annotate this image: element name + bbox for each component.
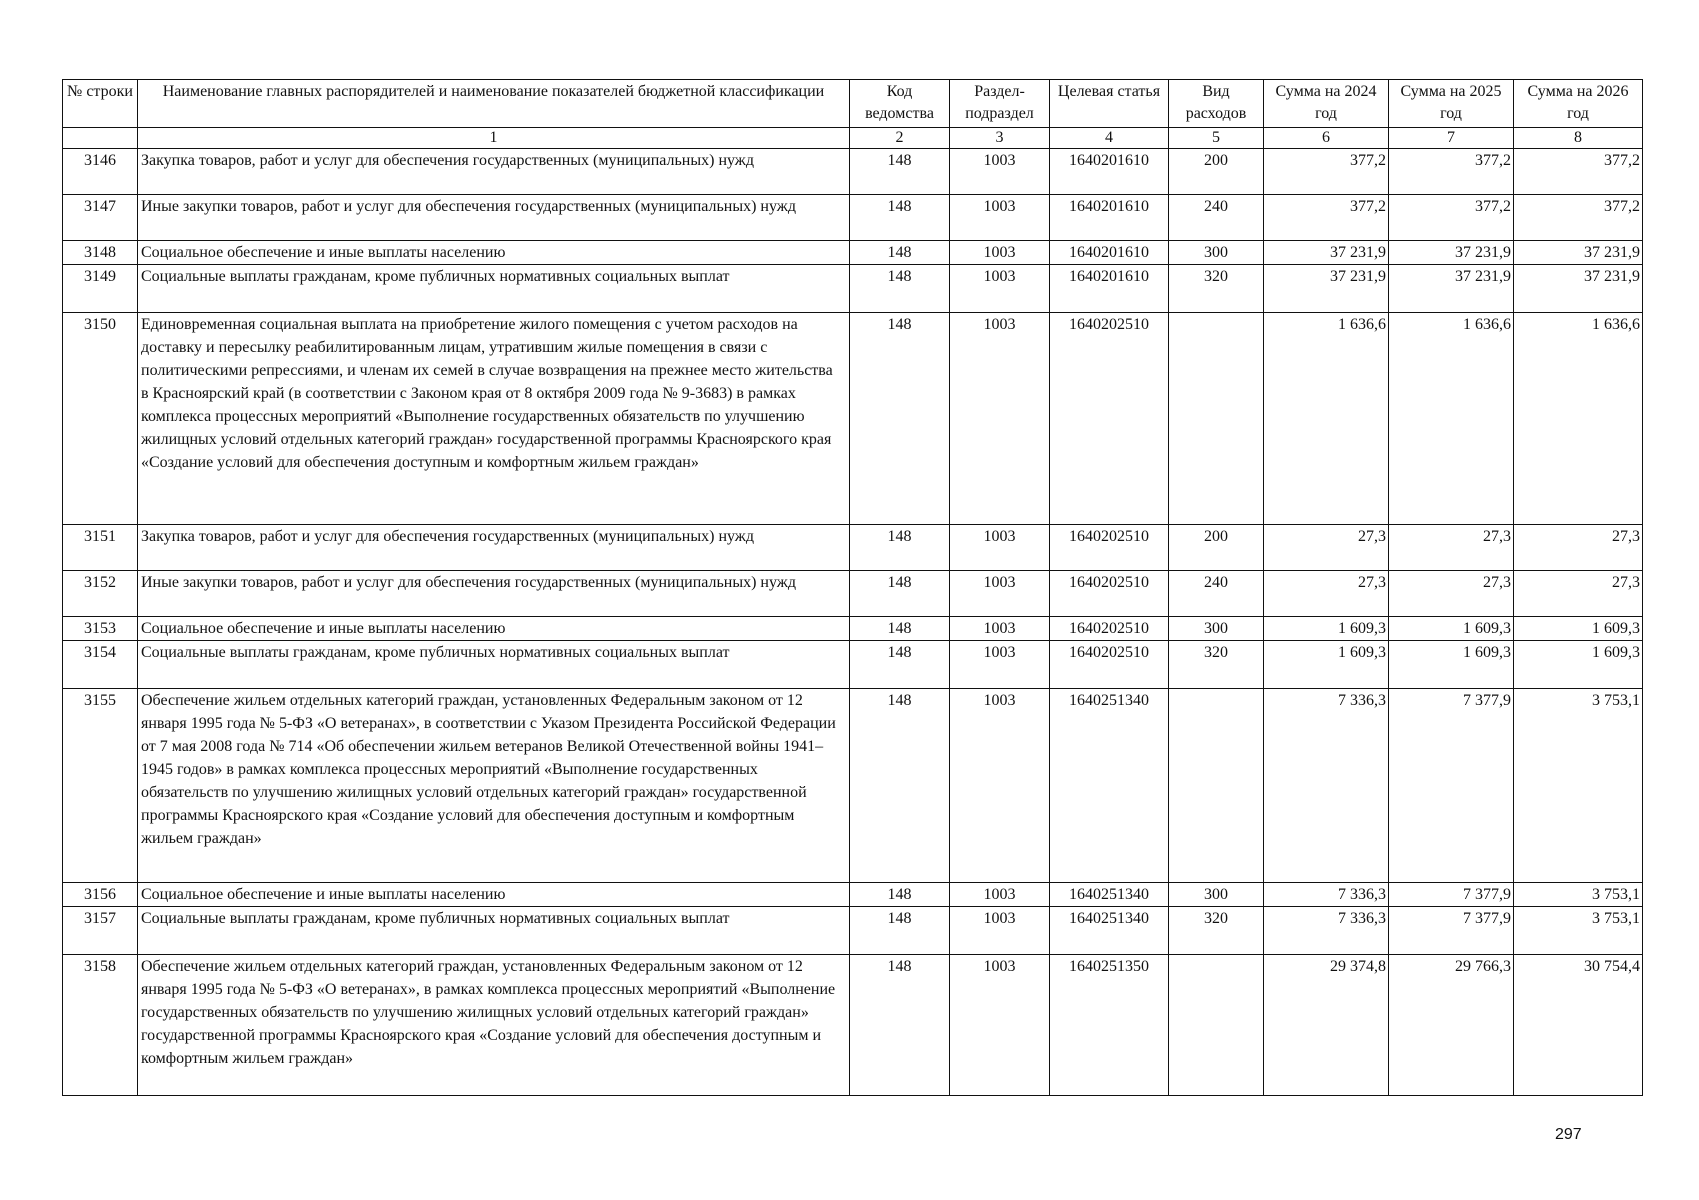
target-cell: 1640202510 (1050, 313, 1169, 525)
expense-type-cell (1169, 313, 1264, 525)
target-cell: 1640202510 (1050, 525, 1169, 571)
target-cell: 1640201610 (1050, 149, 1169, 195)
row-name-cell: Социальные выплаты гражданам, кроме публичных нормативных социальных выплат (138, 265, 850, 313)
target-cell: 1640201610 (1050, 241, 1169, 265)
table-row (63, 955, 1643, 1096)
table-row (63, 571, 1643, 617)
expense-type-cell: 200 (1169, 525, 1264, 571)
dept-code-cell: 148 (850, 313, 950, 525)
row-number-cell: 3155 (63, 689, 138, 883)
row-name-cell: Социальное обеспечение и иные выплаты населению (138, 617, 850, 641)
table-row (63, 689, 1643, 883)
header-name: Наименование главных распорядителей и наименование показателей бюджетной классификации (138, 80, 850, 128)
dept-code-cell: 148 (850, 617, 950, 641)
row-name-cell: Закупка товаров, работ и услуг для обеспечения государственных (муниципальных) нужд (138, 525, 850, 571)
section-cell: 1003 (950, 525, 1050, 571)
header-dept-code: Код ведомства (850, 80, 950, 128)
table-header-row (63, 80, 1643, 128)
section-cell: 1003 (950, 241, 1050, 265)
target-cell: 1640202510 (1050, 617, 1169, 641)
expense-type-cell: 320 (1169, 907, 1264, 955)
section-cell: 1003 (950, 617, 1050, 641)
table-row (63, 149, 1643, 195)
row-number-cell: 3157 (63, 907, 138, 955)
sum-2026-cell: 27,3 (1514, 571, 1643, 617)
target-cell: 1640251340 (1050, 883, 1169, 907)
row-number-cell: 3152 (63, 571, 138, 617)
row-number-cell: 3154 (63, 641, 138, 689)
budget-table-sheet (62, 79, 1642, 1096)
sum-2024-cell: 29 374,8 (1264, 955, 1389, 1096)
sum-2024-cell: 37 231,9 (1264, 241, 1389, 265)
sum-2024-cell: 27,3 (1264, 571, 1389, 617)
dept-code-cell: 148 (850, 883, 950, 907)
sum-2026-cell: 1 636,6 (1514, 313, 1643, 525)
column-number: 5 (1169, 128, 1264, 149)
row-name-cell: Социальные выплаты гражданам, кроме публичных нормативных социальных выплат (138, 641, 850, 689)
section-cell: 1003 (950, 265, 1050, 313)
row-number-cell: 3147 (63, 195, 138, 241)
target-cell: 1640202510 (1050, 571, 1169, 617)
sum-2025-cell: 29 766,3 (1389, 955, 1514, 1096)
sum-2026-cell: 3 753,1 (1514, 689, 1643, 883)
target-cell: 1640251350 (1050, 955, 1169, 1096)
expense-type-cell: 320 (1169, 641, 1264, 689)
sum-2026-cell: 1 609,3 (1514, 641, 1643, 689)
dept-code-cell: 148 (850, 525, 950, 571)
sum-2026-cell: 377,2 (1514, 195, 1643, 241)
sum-2024-cell: 1 609,3 (1264, 641, 1389, 689)
sum-2025-cell: 377,2 (1389, 195, 1514, 241)
table-row (63, 641, 1643, 689)
sum-2024-cell: 27,3 (1264, 525, 1389, 571)
table-row (63, 195, 1643, 241)
expense-type-cell: 200 (1169, 149, 1264, 195)
table-row (63, 525, 1643, 571)
sum-2026-cell: 3 753,1 (1514, 883, 1643, 907)
column-number (63, 128, 138, 149)
table-row (63, 617, 1643, 641)
dept-code-cell: 148 (850, 641, 950, 689)
row-number-cell: 3148 (63, 241, 138, 265)
target-cell: 1640202510 (1050, 641, 1169, 689)
table-row (63, 313, 1643, 525)
row-number-cell: 3153 (63, 617, 138, 641)
sum-2025-cell: 27,3 (1389, 571, 1514, 617)
sum-2026-cell: 1 609,3 (1514, 617, 1643, 641)
row-name-cell: Обеспечение жильем отдельных категорий граждан, установленных Федеральным законом от 12 января 1995 года № 5-ФЗ «О ветеранах», в соответствии с Указом Президента Российской Федерации от 7 мая 2008 года № 714 «Об обеспечении жильем ветеранов Великой Отечественной войны 1941–1945 годов» в рамках комплекса процессных мероприятий «Выполнение государственных обязательств по улучшению жилищных условий отдельных категорий граждан» государственной программы Красноярского края «Создание условий для обеспечения доступным и комфортным жильем граждан» (138, 689, 850, 883)
row-name-cell: Иные закупки товаров, работ и услуг для обеспечения государственных (муниципальных) нужд (138, 571, 850, 617)
dept-code-cell: 148 (850, 955, 950, 1096)
column-number: 4 (1050, 128, 1169, 149)
expense-type-cell: 240 (1169, 195, 1264, 241)
row-number-cell: 3146 (63, 149, 138, 195)
header-target: Целевая статья (1050, 80, 1169, 128)
table-row (63, 883, 1643, 907)
header-sum-2026: Сумма на 2026 год (1514, 80, 1643, 128)
sum-2025-cell: 7 377,9 (1389, 689, 1514, 883)
sum-2025-cell: 1 609,3 (1389, 641, 1514, 689)
sum-2025-cell: 1 609,3 (1389, 617, 1514, 641)
target-cell: 1640251340 (1050, 907, 1169, 955)
dept-code-cell: 148 (850, 907, 950, 955)
sum-2025-cell: 7 377,9 (1389, 907, 1514, 955)
budget-table (62, 79, 1643, 1096)
dept-code-cell: 148 (850, 265, 950, 313)
table-row (63, 265, 1643, 313)
sum-2024-cell: 377,2 (1264, 149, 1389, 195)
row-name-cell: Обеспечение жильем отдельных категорий граждан, установленных Федеральным законом от 12 января 1995 года № 5-ФЗ «О ветеранах», в рамках комплекса процессных мероприятий «Выполнение государственных обязательств по улучшению жилищных условий отдельных категорий граждан» государственной программы Красноярского края «Создание условий для обеспечения доступным и комфортным жильем граждан» (138, 955, 850, 1096)
row-number-cell: 3158 (63, 955, 138, 1096)
section-cell: 1003 (950, 883, 1050, 907)
row-name-cell: Социальные выплаты гражданам, кроме публичных нормативных социальных выплат (138, 907, 850, 955)
expense-type-cell: 240 (1169, 571, 1264, 617)
sum-2025-cell: 1 636,6 (1389, 313, 1514, 525)
row-name-cell: Социальное обеспечение и иные выплаты населению (138, 883, 850, 907)
section-cell: 1003 (950, 907, 1050, 955)
header-type: Вид расходов (1169, 80, 1264, 128)
column-number: 3 (950, 128, 1050, 149)
row-number-cell: 3156 (63, 883, 138, 907)
section-cell: 1003 (950, 149, 1050, 195)
dept-code-cell: 148 (850, 241, 950, 265)
header-sum-2025: Сумма на 2025 год (1389, 80, 1514, 128)
row-number-cell: 3150 (63, 313, 138, 525)
column-number: 2 (850, 128, 950, 149)
section-cell: 1003 (950, 955, 1050, 1096)
expense-type-cell: 320 (1169, 265, 1264, 313)
row-number-cell: 3149 (63, 265, 138, 313)
sum-2025-cell: 37 231,9 (1389, 265, 1514, 313)
sum-2026-cell: 27,3 (1514, 525, 1643, 571)
sum-2024-cell: 1 609,3 (1264, 617, 1389, 641)
sum-2024-cell: 37 231,9 (1264, 265, 1389, 313)
column-number: 8 (1514, 128, 1643, 149)
section-cell: 1003 (950, 313, 1050, 525)
header-row-number: № строки (63, 80, 138, 128)
sum-2026-cell: 377,2 (1514, 149, 1643, 195)
row-name-cell: Социальное обеспечение и иные выплаты населению (138, 241, 850, 265)
row-name-cell: Единовременная социальная выплата на приобретение жилого помещения с учетом расходов на доставку и пересылку реабилитированным лицам, утратившим жилые помещения в связи с политическими репрессиями, и членам их семей в случае возвращения на прежнее место жительства в Красноярский край (в соответствии с Законом края от 8 октября 2009 года № 9-3683) в рамках комплекса процессных мероприятий «Выполнение государственных обязательств по улучшению жилищных условий отдельных категорий граждан» государственной программы Красноярского края «Создание условий для обеспечения доступным и комфортным жильем граждан» (138, 313, 850, 525)
expense-type-cell (1169, 955, 1264, 1096)
header-section: Раздел-подраздел (950, 80, 1050, 128)
expense-type-cell: 300 (1169, 883, 1264, 907)
section-cell: 1003 (950, 195, 1050, 241)
expense-type-cell (1169, 689, 1264, 883)
sum-2025-cell: 7 377,9 (1389, 883, 1514, 907)
table-row (63, 907, 1643, 955)
section-cell: 1003 (950, 641, 1050, 689)
column-number: 1 (138, 128, 850, 149)
row-name-cell: Иные закупки товаров, работ и услуг для обеспечения государственных (муниципальных) нужд (138, 195, 850, 241)
column-number-row (63, 128, 1643, 149)
sum-2026-cell: 3 753,1 (1514, 907, 1643, 955)
sum-2026-cell: 30 754,4 (1514, 955, 1643, 1096)
page-number: 297 (1555, 1126, 1582, 1143)
column-number: 6 (1264, 128, 1389, 149)
section-cell: 1003 (950, 689, 1050, 883)
expense-type-cell: 300 (1169, 241, 1264, 265)
section-cell: 1003 (950, 571, 1050, 617)
dept-code-cell: 148 (850, 149, 950, 195)
sum-2026-cell: 37 231,9 (1514, 265, 1643, 313)
row-number-cell: 3151 (63, 525, 138, 571)
header-sum-2024: Сумма на 2024 год (1264, 80, 1389, 128)
table-row (63, 241, 1643, 265)
sum-2024-cell: 7 336,3 (1264, 907, 1389, 955)
sum-2025-cell: 27,3 (1389, 525, 1514, 571)
expense-type-cell: 300 (1169, 617, 1264, 641)
sum-2024-cell: 377,2 (1264, 195, 1389, 241)
dept-code-cell: 148 (850, 689, 950, 883)
target-cell: 1640201610 (1050, 265, 1169, 313)
target-cell: 1640201610 (1050, 195, 1169, 241)
column-number: 7 (1389, 128, 1514, 149)
sum-2025-cell: 377,2 (1389, 149, 1514, 195)
sum-2024-cell: 1 636,6 (1264, 313, 1389, 525)
sum-2026-cell: 37 231,9 (1514, 241, 1643, 265)
dept-code-cell: 148 (850, 571, 950, 617)
target-cell: 1640251340 (1050, 689, 1169, 883)
sum-2025-cell: 37 231,9 (1389, 241, 1514, 265)
sum-2024-cell: 7 336,3 (1264, 883, 1389, 907)
dept-code-cell: 148 (850, 195, 950, 241)
sum-2024-cell: 7 336,3 (1264, 689, 1389, 883)
row-name-cell: Закупка товаров, работ и услуг для обеспечения государственных (муниципальных) нужд (138, 149, 850, 195)
